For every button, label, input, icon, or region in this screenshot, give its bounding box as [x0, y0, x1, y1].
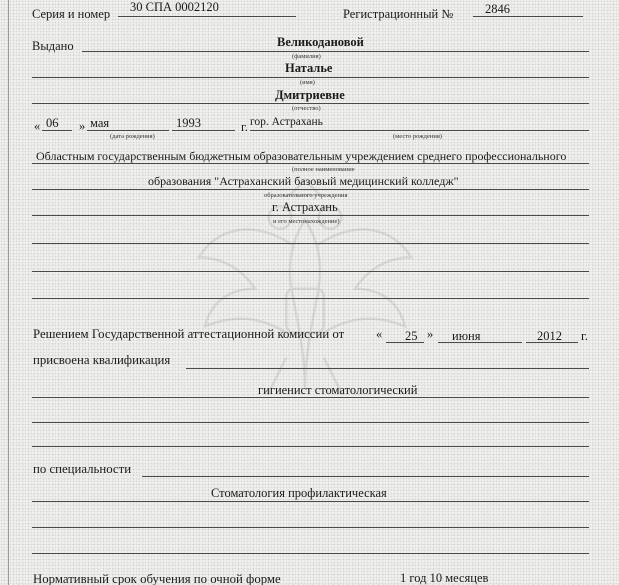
birth-day-line	[42, 130, 72, 131]
page-edge-line	[8, 0, 9, 585]
study-duration-value: 1 год 10 месяцев	[400, 571, 489, 585]
issued-label: Выдано	[32, 39, 74, 53]
name-caption: (имя)	[300, 79, 315, 86]
decision-year: 2012	[537, 329, 562, 343]
specialty-label: по специальности	[33, 462, 132, 476]
registration-label: Регистрационный №	[343, 7, 454, 21]
specialty-label-line	[142, 476, 589, 477]
surname-caption: (фамилия)	[292, 53, 321, 60]
decision-month: июня	[452, 329, 481, 343]
specialty-value-line	[32, 501, 589, 502]
birth-place-line	[250, 130, 589, 131]
qualification-label: присвоена квалификация	[33, 353, 171, 367]
patronymic-line	[32, 103, 589, 104]
series-number: 30 СПА 0002120	[130, 0, 219, 14]
surname-line	[82, 51, 589, 52]
qualification-label-line	[186, 368, 589, 369]
registration-line	[473, 16, 583, 17]
series-line	[118, 16, 296, 17]
birth-year-line	[172, 130, 235, 131]
series-label: Серия и номер	[32, 7, 111, 21]
institution-city-rule	[32, 215, 589, 216]
name-line	[32, 77, 589, 78]
qualification-value-line	[32, 397, 589, 398]
blank-line	[32, 243, 589, 244]
institution-caption-3: и его местонахождение)	[273, 218, 340, 225]
birth-year-suffix: г.	[241, 120, 248, 134]
blank-line	[32, 527, 589, 528]
decision-year-line	[526, 342, 578, 343]
birth-place: гор. Астрахань	[250, 116, 323, 128]
patronymic-caption: (отчество)	[292, 105, 321, 112]
institution-line-1: Областным государственным бюджетным образовательным учреждением среднего профессионального	[36, 149, 567, 163]
blank-line	[32, 271, 589, 272]
decision-day-line	[386, 342, 424, 343]
institution-caption-1: (полное наименование	[292, 166, 355, 173]
birth-month: мая	[90, 116, 110, 130]
blank-line	[32, 446, 589, 447]
qualification-value: гигиенист стоматологический	[258, 383, 418, 397]
birth-place-caption: (место рождения)	[393, 133, 442, 140]
given-name: Наталье	[285, 61, 333, 75]
decision-year-suffix: г.	[581, 329, 588, 343]
institution-line-1-rule	[32, 163, 589, 164]
decision-quote-open: «	[376, 327, 383, 341]
institution-city: г. Астрахань	[272, 200, 338, 214]
birth-year: 1993	[176, 116, 201, 130]
blank-line	[32, 553, 589, 554]
study-duration-label: Нормативный срок обучения по очной форме	[33, 572, 281, 585]
birth-quote-open: «	[34, 119, 41, 133]
commission-decision-text: Решением Государственной аттестационной комиссии от	[33, 327, 345, 341]
decision-day: 25	[405, 329, 418, 343]
decision-month-line	[438, 342, 522, 343]
patronymic: Дмитриевне	[275, 88, 345, 102]
registration-number: 2846	[485, 2, 510, 16]
birth-quote-close: »	[79, 119, 86, 133]
birth-date-caption: (дата рождения)	[110, 133, 155, 140]
institution-line-2-rule	[32, 189, 589, 190]
specialty-value: Стоматология профилактическая	[211, 486, 387, 500]
decision-quote-close: »	[427, 327, 434, 341]
surname: Великодановой	[277, 35, 364, 49]
birth-day: 06	[46, 116, 59, 130]
institution-caption-2: образовательного учреждения	[264, 192, 348, 199]
blank-line	[32, 298, 589, 299]
birth-month-line	[87, 130, 169, 131]
blank-line	[32, 422, 589, 423]
institution-line-2: образования "Астраханский базовый медицинский колледж"	[148, 174, 459, 188]
